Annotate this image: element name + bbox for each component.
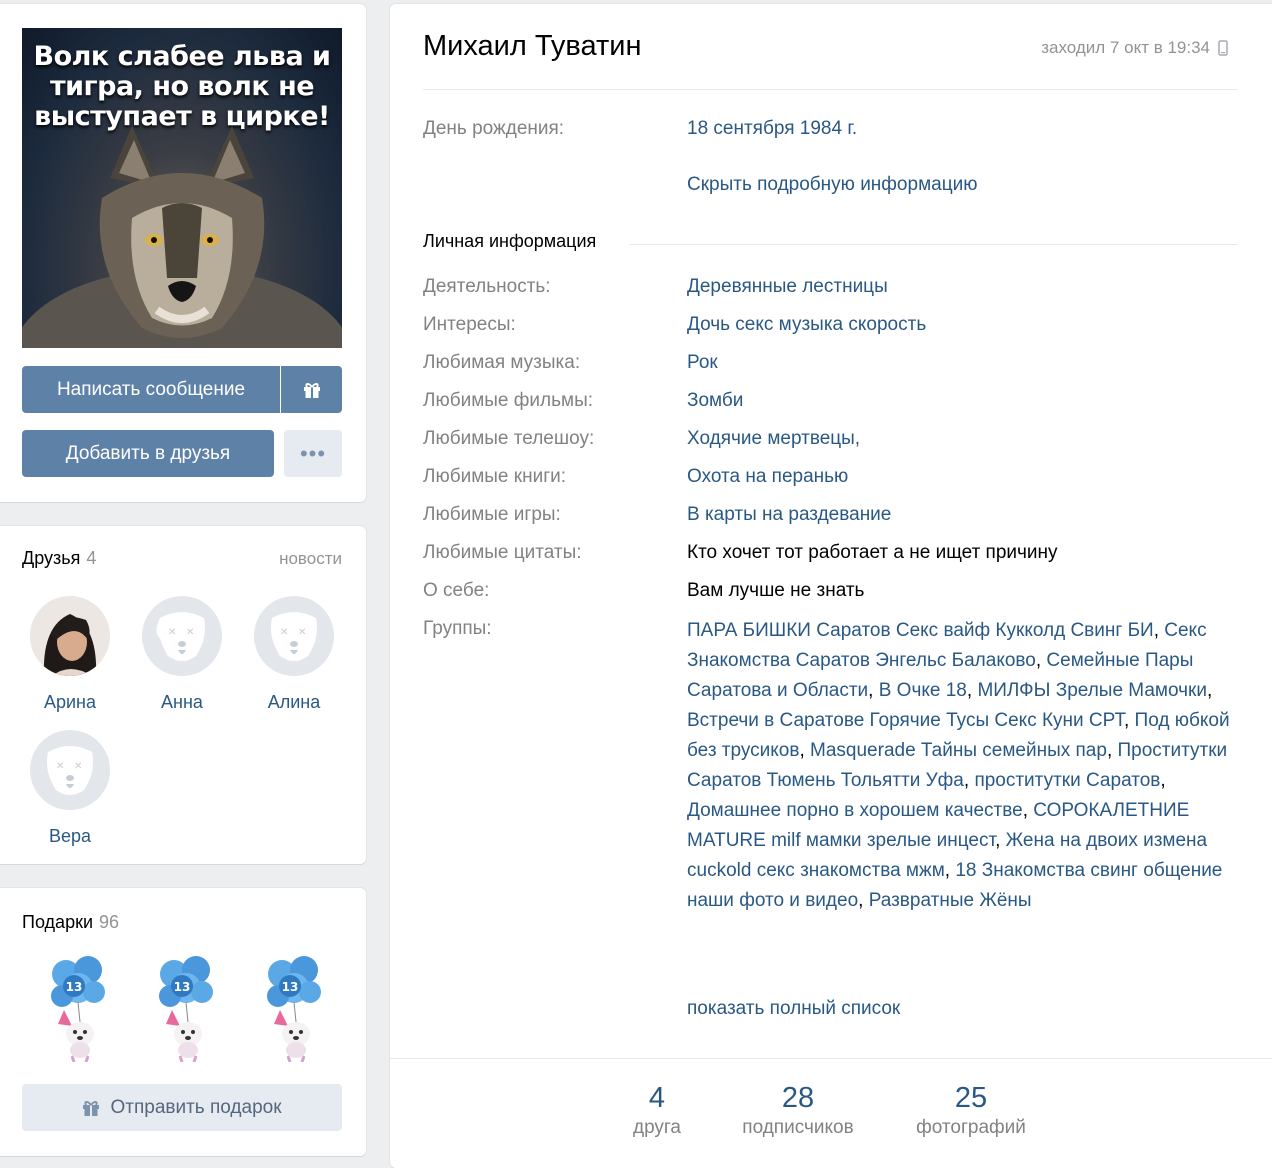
stat-caption: фотографий xyxy=(916,1117,1026,1138)
gifts-title[interactable] xyxy=(22,912,119,933)
friend-name[interactable]: Вера xyxy=(48,826,92,846)
group-link[interactable]: Masquerade Тайны семейных пар xyxy=(810,740,1107,761)
deactivated-dog-icon xyxy=(154,608,210,664)
group-separator: , xyxy=(868,680,879,701)
info-value[interactable]: Зомби xyxy=(687,390,744,411)
group-separator: , xyxy=(944,860,956,881)
info-value[interactable]: Рок xyxy=(687,352,718,373)
info-label: Любимые книги: xyxy=(423,466,567,487)
group-separator: , xyxy=(1160,770,1166,791)
show-full-list-link[interactable]: показать полный список xyxy=(687,998,901,1019)
personal-info-divider xyxy=(630,244,1238,245)
group-link[interactable]: Домашнее порно в хорошем качестве xyxy=(687,800,1023,821)
stat-caption: друга xyxy=(632,1117,682,1138)
balloon-dog-gift-icon xyxy=(44,952,114,1062)
info-value: Кто хочет тот работает а не ищет причину xyxy=(687,542,1058,563)
write-message-label: Написать сообщение xyxy=(56,378,246,400)
group-separator: , xyxy=(799,740,811,761)
svg-text:✕: ✕ xyxy=(74,761,83,772)
friend-avatar xyxy=(30,730,110,810)
caption-line-3: выступает в цирке! xyxy=(34,101,330,132)
friend-avatar xyxy=(142,596,222,676)
group-link[interactable]: проститутки Саратов xyxy=(974,770,1161,791)
gifts-count: 96 xyxy=(99,912,120,932)
group-link[interactable]: ПАРА БИШКИ Саратов Секс вайф Кукколд Свинг БИ xyxy=(687,620,1154,641)
svg-text:13: 13 xyxy=(65,980,83,994)
group-separator: , xyxy=(1106,740,1118,761)
friend-avatar xyxy=(30,596,110,676)
send-gift-button[interactable] xyxy=(22,1084,342,1131)
info-label: Любимые фильмы: xyxy=(423,390,594,411)
info-label: Любимые игры: xyxy=(423,504,561,525)
group-link[interactable]: Под юбкой без трусиков xyxy=(687,710,1230,761)
gift-icon xyxy=(82,1099,100,1117)
friend-item[interactable] xyxy=(134,596,230,713)
group-separator: , xyxy=(995,830,1006,851)
caption-line-2: тигра, но волк не xyxy=(49,71,315,102)
group-link[interactable]: В Очке 18 xyxy=(878,680,967,701)
friend-item[interactable] xyxy=(22,730,118,847)
svg-text:13: 13 xyxy=(281,980,299,994)
friends-title-label: Друзья xyxy=(22,548,81,568)
group-separator: , xyxy=(1022,800,1034,821)
send-gift-label: Отправить подарок xyxy=(110,1096,282,1118)
page-title: Михаил Туватин xyxy=(423,30,642,62)
svg-text:✕: ✕ xyxy=(186,627,195,638)
last-seen-text: заходил 7 окт в 19:34 xyxy=(1041,38,1210,57)
last-seen-status xyxy=(1041,38,1228,58)
add-friend-label: Добавить в друзья xyxy=(65,442,231,464)
group-separator: , xyxy=(1206,680,1213,701)
info-value[interactable]: Деревянные лестницы xyxy=(687,276,888,297)
info-label: Интересы: xyxy=(423,314,516,335)
stat-caption: подписчиков xyxy=(742,1117,854,1138)
svg-text:13: 13 xyxy=(173,980,191,994)
gift-item[interactable] xyxy=(260,952,330,1062)
gift-icon xyxy=(303,381,321,399)
stat-number: 4 xyxy=(648,1082,666,1114)
group-separator: , xyxy=(858,890,869,911)
friend-name[interactable]: Алина xyxy=(267,692,321,712)
info-value[interactable]: Охота на перанью xyxy=(687,466,849,487)
groups-list xyxy=(687,616,1247,916)
header-divider xyxy=(423,89,1238,90)
personal-info-heading: Личная информация xyxy=(423,231,608,252)
info-label: Любимые телешоу: xyxy=(423,428,595,449)
friend-avatar xyxy=(254,596,334,676)
group-link[interactable]: 18 Знакомства свинг общение наши фото и видео xyxy=(687,860,1223,911)
friends-title[interactable] xyxy=(22,548,96,569)
birthday-label: День рождения: xyxy=(423,118,565,139)
gift-item[interactable] xyxy=(44,952,114,1062)
group-link[interactable]: Жена на двоих измена cuckold секс знакомства мжм xyxy=(687,830,1208,881)
profile-card xyxy=(390,4,1272,1168)
profile-photo[interactable] xyxy=(22,28,342,348)
info-value[interactable]: Ходячие мертвецы, xyxy=(687,428,861,449)
friend-item[interactable] xyxy=(246,596,342,713)
gifts-card xyxy=(0,888,366,1156)
add-friend-button[interactable] xyxy=(22,430,274,477)
friend-photo xyxy=(30,596,110,676)
info-value[interactable]: В карты на раздевание xyxy=(687,504,892,525)
more-dots-icon: ••• xyxy=(299,440,327,466)
stat-photos[interactable] xyxy=(881,1082,1061,1139)
caption-line-1: Волк слабее льва и xyxy=(33,41,331,72)
balloon-dog-gift-icon xyxy=(152,952,222,1062)
info-label: Любимые цитаты: xyxy=(423,542,582,563)
group-separator: , xyxy=(1153,620,1165,641)
write-message-button[interactable] xyxy=(22,366,280,413)
gifts-title-label: Подарки xyxy=(22,912,94,932)
group-link[interactable]: Секс Знакомства Саратов Энгельс Балаково xyxy=(687,620,1207,671)
more-actions-button[interactable] xyxy=(284,430,342,477)
deactivated-dog-icon xyxy=(42,742,98,798)
friend-name[interactable]: Арина xyxy=(43,692,97,712)
friends-count: 4 xyxy=(86,548,97,568)
group-link[interactable]: Встречи в Саратове Горячие Тусы Секс Куни СРТ xyxy=(687,710,1124,731)
groups-label: Группы: xyxy=(423,618,492,639)
svg-text:✕: ✕ xyxy=(56,761,65,772)
svg-text:✕: ✕ xyxy=(280,627,289,638)
info-label: О себе: xyxy=(423,580,490,601)
group-link[interactable]: Проститутки Саратов Тюмень Тольятти Уфа xyxy=(687,740,1228,791)
stat-number: 25 xyxy=(954,1082,988,1114)
friend-name[interactable]: Анна xyxy=(161,692,203,712)
group-separator: , xyxy=(966,680,978,701)
stat-followers[interactable] xyxy=(708,1082,888,1139)
send-gift-icon-button[interactable] xyxy=(281,366,342,413)
mobile-phone-icon xyxy=(1218,40,1228,56)
stats-divider xyxy=(390,1058,1272,1059)
hide-details-link[interactable]: Скрыть подробную информацию xyxy=(687,174,978,195)
info-label: Деятельность: xyxy=(423,276,551,297)
group-separator: , xyxy=(1035,650,1047,671)
birthday-value[interactable]: 18 сентября 1984 г. xyxy=(687,118,858,139)
info-value[interactable]: Дочь секс музыка скорость xyxy=(687,314,927,335)
group-separator: , xyxy=(963,770,975,791)
group-link[interactable]: СОРОКАЛЕТНИЕ MATURE milf мамки зрелые инцест xyxy=(687,800,1190,851)
wolf-image xyxy=(22,28,342,348)
friends-card xyxy=(0,526,366,864)
balloon-dog-gift-icon xyxy=(260,952,330,1062)
avatar-card xyxy=(0,4,366,502)
info-label: Любимая музыка: xyxy=(423,352,581,373)
svg-text:✕: ✕ xyxy=(298,627,307,638)
friends-news-link[interactable]: новости xyxy=(279,549,342,568)
friend-item[interactable] xyxy=(22,596,118,713)
gift-item[interactable] xyxy=(152,952,222,1062)
group-link[interactable]: МИЛФЫ Зрелые Мамочки xyxy=(977,680,1207,701)
stat-number: 28 xyxy=(781,1082,815,1114)
svg-text:✕: ✕ xyxy=(168,627,177,638)
group-link[interactable]: Развратные Жёны xyxy=(868,890,1032,911)
deactivated-dog-icon xyxy=(266,608,322,664)
group-separator: , xyxy=(1123,710,1135,731)
group-link[interactable]: Семейные Пары Саратова и Области xyxy=(687,650,1194,701)
info-value: Вам лучше не знать xyxy=(687,580,865,601)
